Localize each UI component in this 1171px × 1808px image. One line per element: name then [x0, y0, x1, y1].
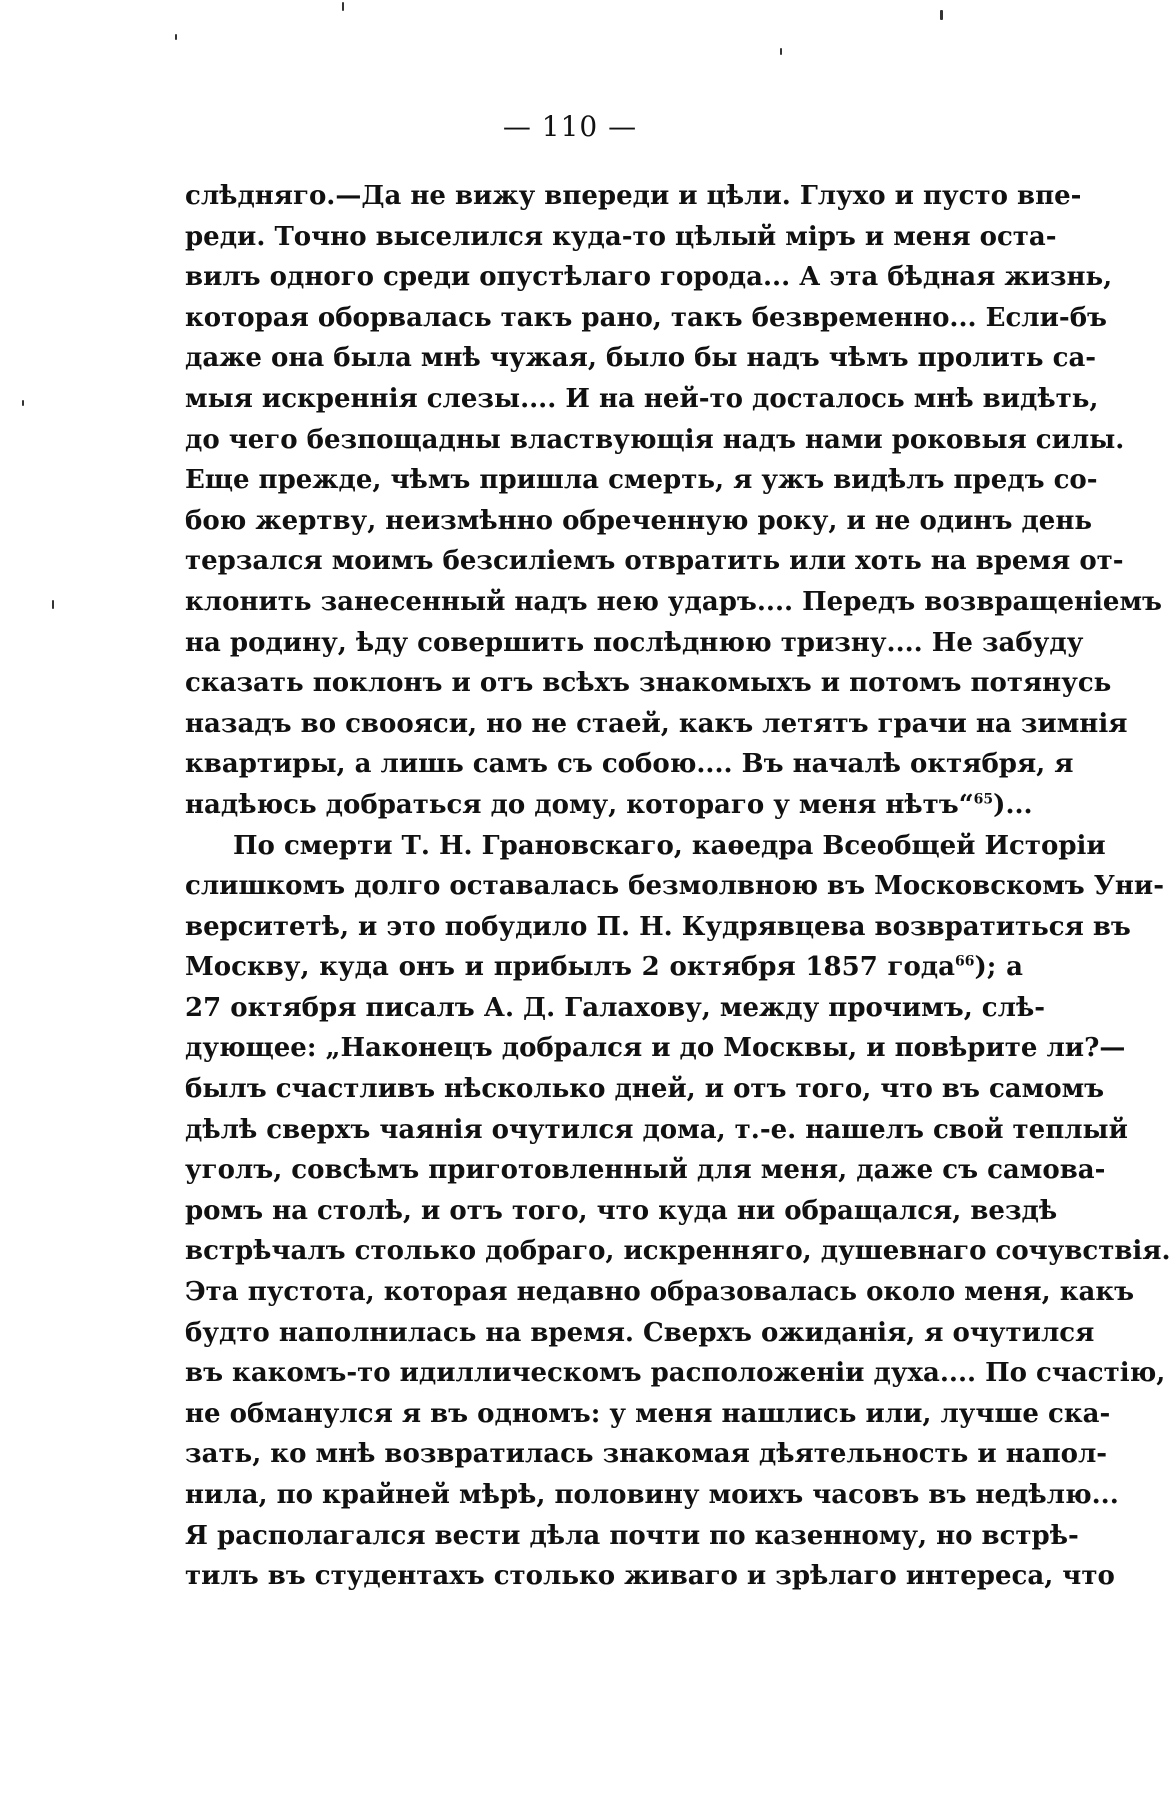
text-line: вилъ одного среди опустѣлаго города... А эта бѣдная жизнь, [185, 262, 1113, 293]
footnote-ref: 66 [955, 953, 975, 970]
footnote-ref: 65 [973, 791, 994, 808]
text-line: на родину, ѣду совершить послѣднюю тризну.... Не забуду [185, 627, 1084, 658]
text-line: тилъ въ студентахъ столько живаго и зрѣлаго интереса, что [185, 1561, 1115, 1592]
text-line: Эта пустота, которая недавно образовалась около меня, какъ [185, 1277, 1135, 1308]
text-line [185, 785, 1033, 826]
scan-speck [780, 48, 782, 55]
text-line: уголъ, совсѣмъ приготовленный для меня, даже съ самова- [185, 1155, 1106, 1186]
body-text [185, 176, 1171, 1597]
text-line: былъ счастливъ нѣсколько дней, и отъ того, что въ самомъ [185, 1074, 1105, 1105]
text-line: будто наполнилась на время. Сверхъ ожиданія, я очутился [185, 1317, 1095, 1348]
text-line: квартиры, а лишь самъ съ собою.... Въ началѣ октября, я [185, 749, 1074, 780]
text-line: нила, по крайней мѣрѣ, половину моихъ часовъ въ недѣлю... [185, 1480, 1119, 1510]
text-line: въ какомъ-то идиллическомъ расположеніи духа.... По счастію, [185, 1358, 1166, 1389]
scan-speck [52, 600, 54, 609]
text-line: По смерти Т. Н. Грановскаго, каѳедра Всеобщей Исторіи [233, 830, 1106, 861]
text-line: ромъ на столѣ, и отъ того, что куда ни обращался, вездѣ [185, 1195, 1058, 1226]
text-line: не обманулся я въ одномъ: у меня нашлись или, лучше ска- [185, 1398, 1111, 1429]
line-text: Москву, куда онъ и прибылъ 2 октября 1857 года [185, 952, 955, 983]
text-line: сказать поклонъ и отъ всѣхъ знакомыхъ и потомъ потянусь [185, 668, 1112, 699]
text-line: верситетѣ, и это побудило П. Н. Кудрявцева возвратиться въ [185, 911, 1131, 942]
text-line: мыя искреннія слезы.... И на ней-то досталось мнѣ видѣть, [185, 383, 1099, 414]
scan-speck [342, 2, 344, 11]
text-line: назадъ во своояси, но не стаей, какъ летятъ грачи на зимнія [185, 708, 1128, 739]
text-line: бою жертву, неизмѣнно обреченную року, и не одинъ день [185, 505, 1092, 536]
text-line: реди. Точно выселился куда-то цѣлый міръ и меня оста- [185, 221, 1057, 252]
text-line: слишкомъ долго оставалась безмолвною въ Московскомъ Уни- [185, 871, 1164, 902]
scan-speck [940, 10, 943, 20]
text-line: терзался моимъ безсиліемъ отвратить или хоть на время от- [185, 546, 1124, 577]
line-tail: ); а [974, 952, 1023, 983]
text-line: клонить занесенный надъ нею ударъ.... Передъ возвращеніемъ [185, 586, 1162, 617]
text-line: дѣлѣ сверхъ чаянія очутился дома, т.-е. нашелъ свой теплый [185, 1114, 1128, 1145]
text-line: до чего безпощадны властвующія надъ нами роковыя силы. [185, 424, 1125, 455]
text-line: 27 октября писалъ А. Д. Галахову, между прочимъ, слѣ- [185, 992, 1046, 1023]
text-line: встрѣчалъ столько добраго, искренняго, душевнаго сочувствія. [185, 1236, 1171, 1267]
scan-speck [22, 400, 24, 406]
page-number: — 110 — [502, 110, 638, 143]
text-line: дующее: „Наконецъ добрался и до Москвы, и повѣрите ли?— [185, 1033, 1126, 1064]
line-text: надѣюсь добраться до дому, котораго у меня нѣтъ“ [185, 789, 974, 820]
line-tail: )... [993, 789, 1033, 820]
text-line: слѣдняго.—Да не вижу впереди и цѣли. Глухо и пусто впе- [185, 181, 1082, 211]
text-line [185, 947, 1023, 988]
scan-speck [175, 34, 177, 40]
text-line: Еще прежде, чѣмъ пришла смерть, я ужъ видѣлъ предъ со- [185, 465, 1098, 496]
text-line: которая оборвалась такъ рано, такъ безвременно... Если-бъ [185, 302, 1107, 333]
text-line: зать, ко мнѣ возвратилась знакомая дѣятельность и напол- [185, 1439, 1108, 1470]
text-line: Я располагался вести дѣла почти по казенному, но встрѣ- [185, 1520, 1079, 1551]
text-line: даже она была мнѣ чужая, было бы надъ чѣмъ пролить са- [185, 343, 1097, 374]
